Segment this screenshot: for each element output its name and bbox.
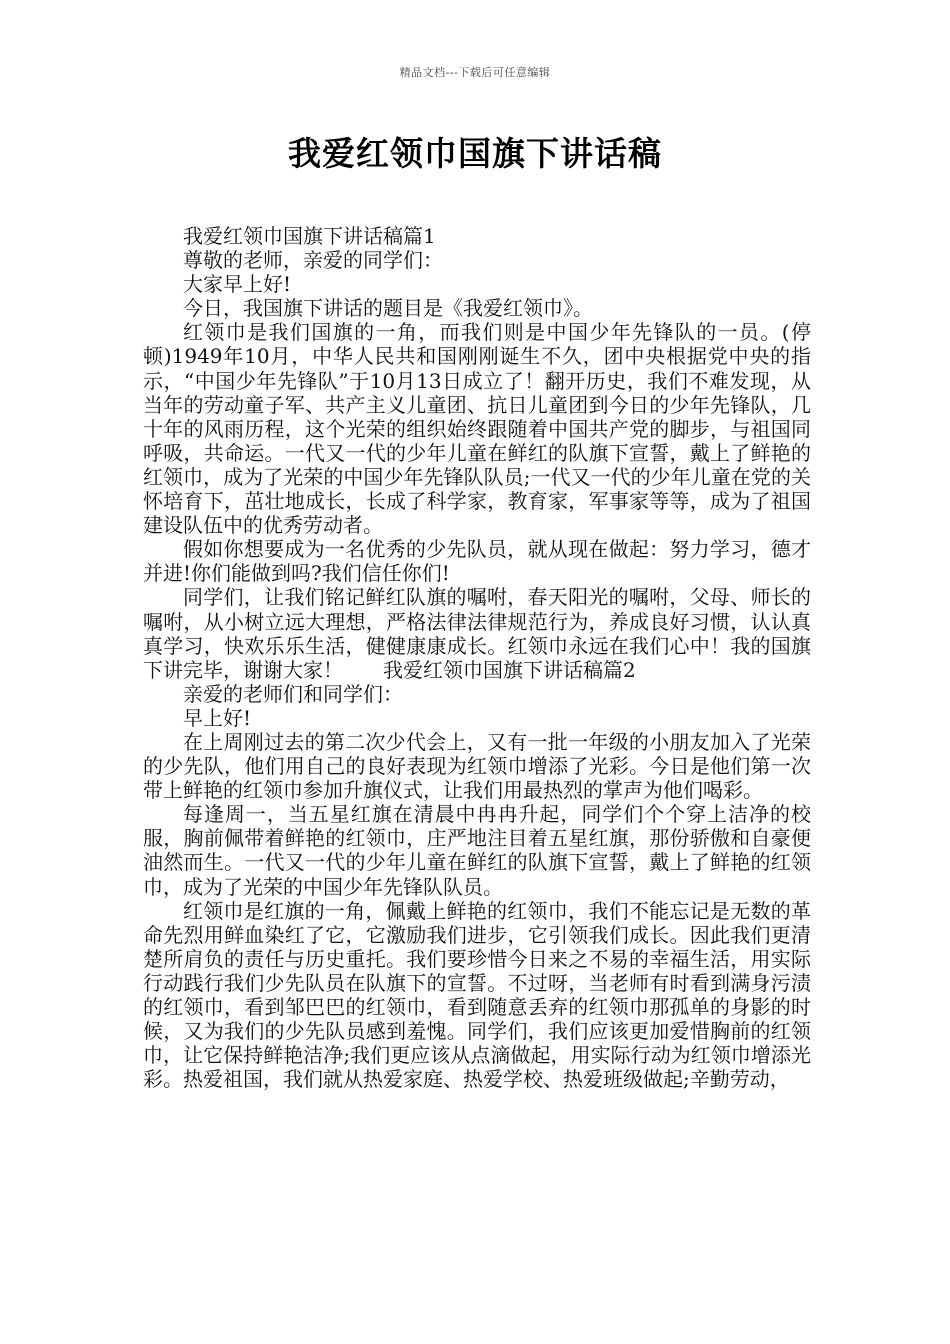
paragraph: 亲爱的老师们和同学们： (183, 681, 403, 706)
document-body (143, 224, 811, 1091)
paragraph: 我爱红领巾国旗下讲话稿篇1 (183, 224, 436, 248)
header-note: 精品文档---下载后可任意编辑 (399, 66, 551, 79)
paragraph: 在上周刚过去的第二次少代会上，又有一批一年级的小朋友加入了光荣的少先队，他们用自己的良好表现为红领巾增添了光彩。今日是他们第一次带上鲜艳的红领巾参加升旗仪式，让我们用最热烈的掌声为他们喝彩。 (143, 729, 811, 803)
paragraph: 早上好! (183, 705, 252, 730)
document-title: 我爱红领巾国旗下讲话稿 (288, 134, 662, 173)
paragraph: 假如你想要成为一名优秀的少先队员，就从现在做起：努力学习，德才并进!你们能做到吗?我们信任你们! (143, 537, 811, 586)
paragraph: 尊敬的老师，亲爱的同学们： (183, 248, 443, 273)
paragraph: 今日，我国旗下讲话的题目是《我爱红领巾》。 (183, 296, 593, 321)
paragraph: 红领巾是红旗的一角，佩戴上鲜艳的红领巾，我们不能忘记是无数的革命先烈用鲜血染红了它，它激励我们进步，它引领我们成长。因此我们更清楚所肩负的责任与历史重托。我们要珍惜今日来之不易的幸福生活，用实际行动践行我们少先队员在队旗下的宣誓。不过呀，当老师有时看到满身污渍的红领巾，看到邹巴巴的红领巾，看到随意丢弃的红领巾那孤单的身影的时候，又为我们的少先队员感到羞愧。同学们，我们应该更加爱惜胸前的红领巾，让它保持鲜艳洁净;我们更应该从点滴做起，用实际行动为红领巾增添光彩。热爱祖国，我们就从热爱家庭、热爱学校、热爱班级做起;辛勤劳动， (143, 898, 811, 1092)
paragraph: 红领巾是我们国旗的一角，而我们则是中国少年先锋队的一员。(停顿)1949年10月，中华人民共和国刚刚诞生不久，团中央根据党中央的指示，“中国少年先锋队”于10月13日成立了！翻开历史，我们不难发现，从当年的劳动童子军、共产主义儿童团、抗日儿童团到今日的少年先锋队，几十年的风雨历程，这个光荣的组织始终跟随着中国共产党的脚步，与祖国同呼吸，共命运。一代又一代的少年儿童在鲜红的队旗下宣誓，戴上了鲜艳的红领巾，成为了光荣的中国少年先锋队队员;一代又一代的少年儿童在党的关怀培育下，茁壮地成长，长成了科学家，教育家，军事家等等，成为了祖国建设队伍中的优秀劳动者。 (143, 320, 811, 538)
paragraph: 同学们，让我们铭记鲜红队旗的嘱咐，春天阳光的嘱咐，父母、师长的嘱咐，从小树立远大理想，严格法律法律规范行为，养成良好习惯，认认真真学习，快欢乐乐生活，健健康康成长。红领巾永远在我们心中！我的国旗下讲完毕，谢谢大家！ 我爱红领巾国旗下讲话稿篇2 (143, 585, 811, 682)
paragraph: 大家早上好! (183, 272, 292, 297)
paragraph: 每逢周一，当五星红旗在清晨中冉冉升起，同学们个个穿上洁净的校服，胸前佩带着鲜艳的红领巾，庄严地注目着五星红旗，那份骄傲和自豪便油然而生。一代又一代的少年儿童在鲜红的队旗下宣誓，戴上了鲜艳的红领巾，成为了光荣的中国少年先锋队队员。 (143, 802, 811, 899)
